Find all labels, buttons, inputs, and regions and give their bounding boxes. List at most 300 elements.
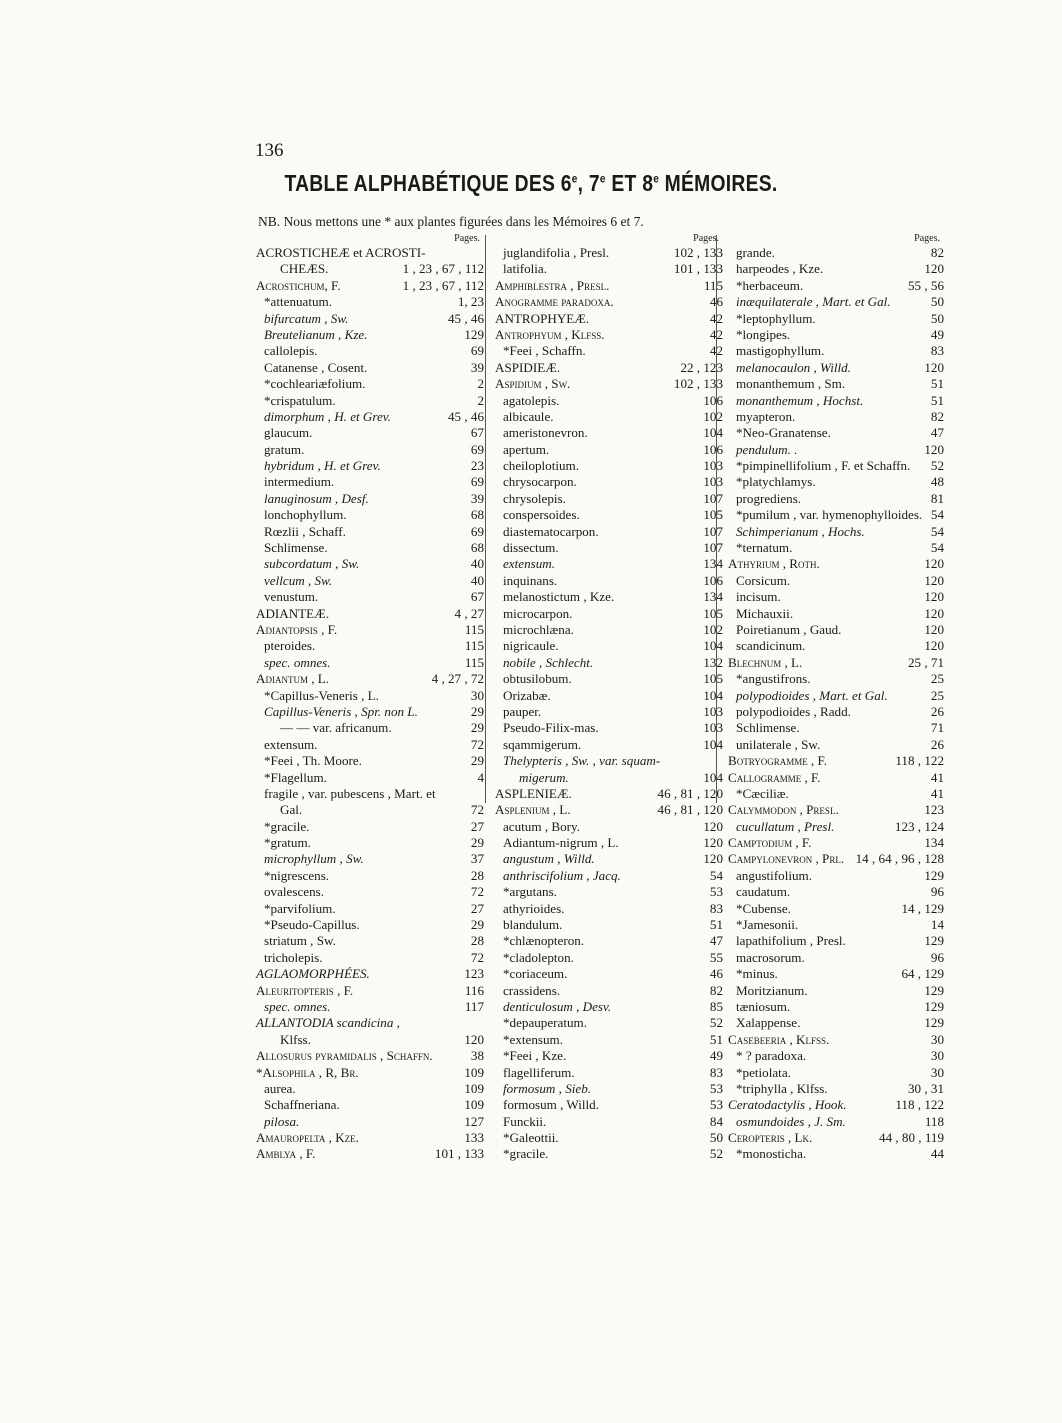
- entry-pages: 120: [920, 442, 944, 458]
- entry-pages: 105: [699, 606, 723, 622]
- entry-pages: 52: [706, 1015, 723, 1031]
- index-entry: [256, 261, 484, 277]
- entry-name: conspersoides.: [503, 507, 580, 523]
- entry-pages: 107: [699, 524, 723, 540]
- entry-name: Amauropelta , Kze.: [256, 1130, 359, 1146]
- entry-pages: 120: [699, 851, 723, 867]
- entry-name: *gracile.: [503, 1146, 549, 1162]
- entry-pages: 4: [473, 770, 484, 786]
- entry-name: pteroides.: [264, 638, 316, 654]
- entry-pages: 4 , 27: [451, 606, 484, 622]
- entry-pages: 103: [699, 474, 723, 490]
- entry-name: *angustifrons.: [736, 671, 811, 687]
- entry-pages: 29: [467, 753, 484, 769]
- entry-pages: 26: [927, 704, 944, 720]
- entry-pages: 106: [699, 573, 723, 589]
- index-entry: [728, 655, 944, 671]
- entry-name: vellcum , Sw.: [264, 572, 333, 588]
- index-entry: [495, 901, 723, 917]
- entry-pages: 14: [927, 917, 944, 933]
- index-entry: [728, 409, 944, 425]
- entry-pages: 96: [927, 950, 944, 966]
- index-entry: [728, 458, 944, 474]
- entry-pages: 69: [467, 524, 484, 540]
- entry-pages: 68: [467, 540, 484, 556]
- entry-name: anthriscifolium , Jacq.: [503, 867, 621, 883]
- entry-name: Campylonevron , Prl.: [728, 851, 845, 867]
- entry-name: *Feei , Schaffn.: [503, 343, 586, 359]
- index-entry: [256, 1048, 484, 1064]
- entry-name: Capillus-Veneris , Spr. non L.: [264, 703, 418, 719]
- entry-pages: 83: [706, 1065, 723, 1081]
- entry-name: *argutans.: [503, 884, 557, 900]
- entry-pages: 127: [460, 1114, 484, 1130]
- entry-name: diastematocarpon.: [503, 523, 599, 539]
- index-entry: [256, 376, 484, 392]
- entry-name: angustum , Willd.: [503, 851, 595, 867]
- entry-name: monanthemum , Sm.: [736, 376, 846, 392]
- index-entry: [728, 278, 944, 294]
- index-entry: [256, 606, 484, 622]
- index-entry: [495, 425, 723, 441]
- entry-name: Amblya , F.: [256, 1146, 316, 1162]
- entry-name: *extensum.: [503, 1031, 564, 1047]
- entry-pages: 72: [467, 737, 484, 753]
- entry-name: progrediens.: [736, 490, 802, 506]
- entry-pages: 69: [467, 442, 484, 458]
- entry-name: Allosurus pyramidalis , Schaffn.: [256, 1048, 433, 1064]
- entry-pages: 129: [920, 933, 944, 949]
- entry-pages: 46: [706, 294, 723, 310]
- entry-name: *Flagellum.: [264, 769, 327, 785]
- entry-pages: 54: [927, 507, 944, 523]
- entry-pages: 134: [699, 589, 723, 605]
- pages-header: Pages.: [693, 233, 719, 244]
- entry-pages: 82: [927, 245, 944, 261]
- entry-name: *Alsophila , R, Br.: [256, 1064, 359, 1080]
- entry-pages: 84: [706, 1114, 723, 1130]
- entry-name: *Feei , Th. Moore.: [264, 753, 362, 769]
- entry-name: Pseudo-Filix-mas.: [503, 720, 599, 736]
- entry-name: chrysocarpon.: [503, 474, 577, 490]
- entry-name: aurea.: [264, 1080, 296, 1096]
- index-entry: [728, 737, 944, 753]
- index-entry: [256, 556, 484, 572]
- index-entry: [495, 1146, 723, 1162]
- entry-pages: 82: [706, 983, 723, 999]
- index-entry: [728, 507, 944, 523]
- index-entry: [495, 917, 723, 933]
- entry-pages: 4 , 27 , 72: [428, 671, 484, 687]
- entry-pages: 38: [467, 1048, 484, 1064]
- index-entry: [256, 442, 484, 458]
- entry-pages: 45 , 46: [444, 311, 484, 327]
- entry-name: * ? paradoxa.: [736, 1048, 807, 1064]
- entry-pages: 120: [699, 819, 723, 835]
- index-entry: [728, 556, 944, 572]
- index-entry: [256, 983, 484, 999]
- index-entry: [256, 474, 484, 490]
- entry-name: Blechnum , L.: [728, 654, 803, 670]
- entry-name: mastigophyllum.: [736, 343, 825, 359]
- entry-pages: 102 , 133: [670, 376, 723, 392]
- entry-name: incisum.: [736, 589, 781, 605]
- entry-name: *Neo-Granatense.: [736, 425, 831, 441]
- index-entry: [256, 688, 484, 704]
- index-entry: [256, 753, 484, 769]
- entry-pages: 51: [706, 1032, 723, 1048]
- index-entry: [256, 311, 484, 327]
- entry-pages: 50: [927, 294, 944, 310]
- entry-name: albicaule.: [503, 408, 554, 424]
- entry-pages: 104: [699, 770, 723, 786]
- entry-pages: 104: [699, 425, 723, 441]
- index-entry: [495, 884, 723, 900]
- entry-name: microphyllum , Sw.: [264, 851, 364, 867]
- index-entry: [495, 802, 723, 818]
- entry-pages: 29: [467, 917, 484, 933]
- entry-pages: 25 , 71: [904, 655, 944, 671]
- index-entry: [728, 884, 944, 900]
- index-entry: [728, 589, 944, 605]
- entry-name: callolepis.: [264, 343, 318, 359]
- index-entry: [495, 933, 723, 949]
- entry-pages: 14 , 129: [897, 901, 944, 917]
- index-entry: [495, 589, 723, 605]
- entry-name: spec. omnes.: [264, 998, 331, 1014]
- entry-pages: 68: [467, 507, 484, 523]
- entry-name: *Cubense.: [736, 900, 791, 916]
- entry-pages: 67: [467, 425, 484, 441]
- entry-pages: 29: [467, 835, 484, 851]
- entry-name: *Feei , Kze.: [503, 1048, 567, 1064]
- index-entry: [256, 786, 484, 802]
- entry-pages: 27: [467, 819, 484, 835]
- entry-pages: 134: [920, 835, 944, 851]
- entry-name: Aspidium , Sw.: [495, 376, 571, 392]
- entry-name: glaucum.: [264, 425, 313, 441]
- entry-pages: 105: [699, 671, 723, 687]
- entry-pages: 37: [467, 851, 484, 867]
- entry-name: Camptodium , F.: [728, 835, 812, 851]
- entry-pages: 118: [921, 1114, 944, 1130]
- entry-name: *gracile.: [264, 818, 310, 834]
- entry-name: migerum.: [519, 769, 569, 785]
- entry-pages: 109: [460, 1065, 484, 1081]
- entry-name: *cladolepton.: [503, 949, 574, 965]
- index-entry: [256, 655, 484, 671]
- entry-name: Corsicum.: [736, 572, 791, 588]
- entry-pages: 123: [460, 966, 484, 982]
- entry-pages: 103: [699, 704, 723, 720]
- index-entry: [728, 1065, 944, 1081]
- entry-pages: 64 , 129: [897, 966, 944, 982]
- entry-pages: 53: [706, 1081, 723, 1097]
- index-entry: [495, 1114, 723, 1130]
- entry-pages: 102: [699, 622, 723, 638]
- entry-name: Catanense , Cosent.: [264, 359, 368, 375]
- index-entry: [256, 327, 484, 343]
- entry-pages: 81: [927, 491, 944, 507]
- entry-name: *Capillus-Veneris , L.: [264, 687, 379, 703]
- entry-name: extensum.: [503, 556, 555, 572]
- index-entry: [495, 1081, 723, 1097]
- entry-name: flagelliferum.: [503, 1064, 575, 1080]
- index-entry: [728, 442, 944, 458]
- index-entry: [495, 786, 723, 802]
- index-entry: [256, 1097, 484, 1113]
- entry-pages: 120: [920, 573, 944, 589]
- column-divider: [716, 235, 717, 803]
- index-entry: [256, 393, 484, 409]
- entry-pages: 120: [920, 556, 944, 572]
- entry-pages: 30: [467, 688, 484, 704]
- entry-name: subcordatum , Sw.: [264, 556, 360, 572]
- entry-name: Schlimense.: [264, 540, 328, 556]
- entry-pages: 44 , 80 , 119: [875, 1130, 944, 1146]
- index-entry: [495, 704, 723, 720]
- index-entry: [728, 671, 944, 687]
- entry-pages: 85: [706, 999, 723, 1015]
- entry-name: Funckii.: [503, 1113, 547, 1129]
- entry-name: Poiretianum , Gaud.: [736, 621, 842, 637]
- entry-pages: 72: [467, 884, 484, 900]
- index-entry: [728, 966, 944, 982]
- index-entry: [256, 1146, 484, 1162]
- entry-name: melanostictum , Kze.: [503, 589, 615, 605]
- index-entry: [728, 343, 944, 359]
- entry-name: *attenuatum.: [264, 294, 332, 310]
- entry-name: cucullatum , Presl.: [736, 818, 835, 834]
- index-entry: [495, 737, 723, 753]
- entry-pages: 107: [699, 491, 723, 507]
- entry-pages: 45 , 46: [444, 409, 484, 425]
- entry-name: AGLAOMORPHÉES.: [256, 966, 370, 982]
- entry-pages: 129: [920, 983, 944, 999]
- index-entry: [256, 1081, 484, 1097]
- index-entry: [495, 245, 723, 261]
- entry-name: macrosorum.: [736, 949, 805, 965]
- entry-pages: 30 , 31: [904, 1081, 944, 1097]
- page-number: 136: [255, 140, 284, 161]
- index-entry: [728, 983, 944, 999]
- entry-pages: 27: [467, 901, 484, 917]
- entry-pages: 54: [927, 540, 944, 556]
- index-entry: [728, 1097, 944, 1113]
- entry-name: formosum , Sieb.: [503, 1080, 592, 1096]
- entry-pages: 1 , 23 , 67 , 112: [399, 261, 484, 277]
- index-entry: [495, 671, 723, 687]
- entry-name: *cochleariæfolium.: [264, 376, 366, 392]
- entry-name: ovalescens.: [264, 884, 324, 900]
- entry-name: dissectum.: [503, 540, 559, 556]
- index-entry: [728, 261, 944, 277]
- entry-name: *Cæciliæ.: [736, 785, 789, 801]
- entry-pages: 115: [461, 638, 484, 654]
- index-entry: [256, 507, 484, 523]
- entry-name: inquinans.: [503, 572, 558, 588]
- entry-pages: 42: [706, 311, 723, 327]
- index-entry: [495, 655, 723, 671]
- index-entry: [495, 311, 723, 327]
- entry-name: Calymmodon , Presl.: [728, 802, 839, 818]
- entry-name: ASPIDIEÆ.: [495, 359, 561, 375]
- entry-pages: 69: [467, 343, 484, 359]
- index-entry: [256, 638, 484, 654]
- index-entry: [495, 376, 723, 392]
- entry-pages: 120: [920, 360, 944, 376]
- entry-pages: 52: [927, 458, 944, 474]
- index-entry: [256, 966, 484, 982]
- index-entry: [256, 1065, 484, 1081]
- index-entry: [495, 540, 723, 556]
- index-entry: [728, 753, 944, 769]
- entry-pages: 104: [699, 638, 723, 654]
- index-entry: [256, 901, 484, 917]
- entry-pages: 107: [699, 540, 723, 556]
- entry-pages: 41: [927, 770, 944, 786]
- index-entry: [728, 802, 944, 818]
- entry-name: gratum.: [264, 441, 305, 457]
- entry-name: *Jamesonii.: [736, 917, 799, 933]
- index-entry: [256, 343, 484, 359]
- index-entry: [495, 966, 723, 982]
- entry-name: scandicinum.: [736, 638, 806, 654]
- index-entry: [256, 360, 484, 376]
- entry-name: *longipes.: [736, 326, 791, 342]
- index-entry: [495, 868, 723, 884]
- entry-pages: 120: [460, 1032, 484, 1048]
- entry-name: striatum , Sw.: [264, 933, 336, 949]
- entry-pages: 30: [927, 1032, 944, 1048]
- index-entry: [728, 425, 944, 441]
- entry-pages: 42: [706, 343, 723, 359]
- index-entry: [256, 933, 484, 949]
- entry-pages: 120: [920, 606, 944, 622]
- index-entry: [495, 1048, 723, 1064]
- entry-name: agatolepis.: [503, 392, 560, 408]
- index-entry: [728, 720, 944, 736]
- entry-name: *platychlamys.: [736, 474, 816, 490]
- entry-name: Schlimense.: [736, 720, 800, 736]
- index-entry: [495, 851, 723, 867]
- entry-pages: 129: [920, 1015, 944, 1031]
- entry-pages: 83: [927, 343, 944, 359]
- entry-name: Thelypteris , Sw. , var. squam-: [503, 753, 661, 769]
- index-entry: [728, 819, 944, 835]
- index-entry: [728, 1032, 944, 1048]
- entry-pages: 115: [700, 278, 723, 294]
- entry-pages: 29: [467, 704, 484, 720]
- index-entry: [495, 573, 723, 589]
- entry-name: *pumilum , var. hymenophylloides.: [736, 507, 923, 523]
- entry-name: lanuginosum , Desf.: [264, 490, 369, 506]
- entry-name: pauper.: [503, 703, 542, 719]
- entry-name: dimorphum , H. et Grev.: [264, 408, 391, 424]
- entry-pages: 46 , 81 , 120: [654, 802, 723, 818]
- entry-name: grande.: [736, 245, 775, 260]
- index-entry: [728, 1081, 944, 1097]
- entry-name: Antrophyum , Klfss.: [495, 326, 605, 342]
- entry-name: *ternatum.: [736, 540, 793, 556]
- entry-name: *Pseudo-Capillus.: [264, 917, 360, 933]
- entry-name: Aleuritopteris , F.: [256, 982, 354, 998]
- entry-pages: 117: [461, 999, 484, 1015]
- entry-pages: 25: [927, 671, 944, 687]
- entry-pages: 1 , 23 , 67 , 112: [399, 278, 484, 294]
- entry-name: Orizabæ.: [503, 687, 551, 703]
- entry-pages: 72: [467, 950, 484, 966]
- index-entry: [495, 753, 723, 769]
- entry-pages: 120: [920, 589, 944, 605]
- index-entry: [495, 819, 723, 835]
- entry-name: Adiantum-nigrum , L.: [503, 835, 619, 851]
- entry-name: pilosa.: [264, 1113, 300, 1129]
- entry-pages: 50: [706, 1130, 723, 1146]
- entry-name: Ceropteris , Lk.: [728, 1130, 813, 1146]
- entry-pages: 103: [699, 458, 723, 474]
- index-entry: [256, 819, 484, 835]
- index-entry: [728, 704, 944, 720]
- entry-name: hybridum , H. et Grev.: [264, 458, 381, 474]
- entry-pages: 53: [706, 1097, 723, 1113]
- entry-pages: 30: [927, 1048, 944, 1064]
- entry-pages: 22 , 123: [676, 360, 723, 376]
- pages-header: Pages.: [914, 233, 940, 244]
- entry-name: Casebeeria , Klfss.: [728, 1031, 830, 1047]
- entry-name: *Galeottii.: [503, 1130, 559, 1146]
- index-entry: [256, 671, 484, 687]
- index-entry: [728, 638, 944, 654]
- index-entry: [728, 622, 944, 638]
- index-entry: [256, 1032, 484, 1048]
- pages-header: Pages.: [454, 233, 480, 244]
- entry-name: crassidens.: [503, 982, 561, 998]
- entry-pages: 134: [699, 556, 723, 572]
- entry-name: polypodioides , Mart. et Gal.: [736, 687, 888, 703]
- entry-pages: 51: [927, 393, 944, 409]
- index-entry: [495, 622, 723, 638]
- entry-pages: 55 , 56: [904, 278, 944, 294]
- entry-name: Acrostichum, F.: [256, 277, 341, 293]
- entry-pages: 129: [920, 868, 944, 884]
- footnote-legend: NB. Nous mettons une * aux plantes figurées dans les Mémoires 6 et 7.: [258, 214, 644, 229]
- index-entry: [256, 868, 484, 884]
- index-entry: [256, 524, 484, 540]
- entry-pages: 118 , 122: [891, 753, 944, 769]
- entry-name: athyrioides.: [503, 900, 565, 916]
- index-entry: [728, 770, 944, 786]
- entry-name: angustifolium.: [736, 867, 813, 883]
- entry-name: *crispatulum.: [264, 392, 336, 408]
- index-entry: [728, 540, 944, 556]
- entry-name: extensum.: [264, 736, 318, 752]
- entry-pages: 96: [927, 884, 944, 900]
- entry-name: ALLANTODIA scandicina ,: [256, 1015, 400, 1031]
- entry-pages: 106: [699, 442, 723, 458]
- entry-pages: 116: [461, 983, 484, 999]
- index-entry: [256, 835, 484, 851]
- index-entry: [728, 245, 944, 261]
- index-entry: [728, 491, 944, 507]
- index-entry: [495, 950, 723, 966]
- index-entry: [256, 884, 484, 900]
- index-entry: [495, 688, 723, 704]
- index-entry: [728, 950, 944, 966]
- index-entry: [728, 1048, 944, 1064]
- entry-pages: 133: [460, 1130, 484, 1146]
- entry-name: Gal.: [280, 802, 303, 818]
